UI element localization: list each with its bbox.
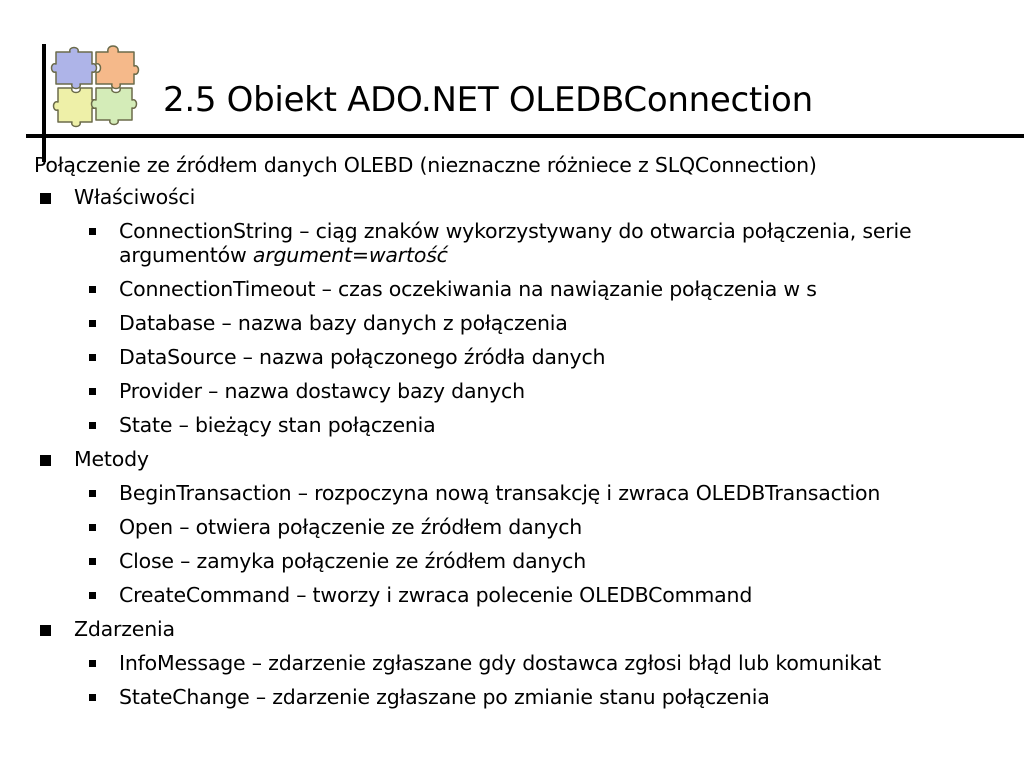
sub-bullet-text-italic: argument=wartość [252, 243, 448, 267]
sub-bullet-begintransaction [0, 479, 1024, 513]
section-bullet-events [0, 615, 1024, 649]
intro-text: Połączenie ze źródłem danych OLEBD (nieznaczne różniece z SLQConnection) [34, 153, 817, 177]
small-square-bullet-icon [89, 228, 96, 235]
sub-bullet-close [0, 547, 1024, 581]
puzzle-pieces-icon [50, 40, 140, 134]
small-square-bullet-icon [89, 388, 96, 395]
small-square-bullet-icon [89, 592, 96, 599]
small-square-bullet-icon [89, 286, 96, 293]
sub-bullet-datasource [0, 343, 1024, 377]
sub-bullet-infomessage [0, 649, 1024, 683]
sub-bullet-text-main: ConnectionString – ciąg znaków wykorzystywany do otwarcia połączenia, serie argumentów [119, 219, 912, 267]
sub-bullet-database [0, 309, 1024, 343]
square-bullet-icon [40, 455, 51, 466]
sub-bullet-provider [0, 377, 1024, 411]
sub-bullet-connectiontimeout [0, 275, 1024, 309]
sub-bullet-text: Close – zamyka połączenie ze źródłem danych [119, 549, 587, 573]
sub-bullet-text: DataSource – nazwa połączonego źródła danych [119, 345, 606, 369]
small-square-bullet-icon [89, 558, 96, 565]
section-label: Zdarzenia [74, 617, 175, 641]
title-rule-vertical [42, 44, 46, 162]
sub-bullet-text: ConnectionTimeout – czas oczekiwania na nawiązanie połączenia w s [119, 277, 817, 301]
sub-bullet-text: Open – otwiera połączenie ze źródłem danych [119, 515, 583, 539]
sub-bullet-text: InfoMessage – zdarzenie zgłaszane gdy dostawca zgłosi błąd lub komunikat [119, 651, 882, 675]
sub-bullet-text: CreateCommand – tworzy i zwraca polecenie OLEDBCommand [119, 583, 753, 607]
bullet-list [0, 183, 1024, 717]
sub-bullet-text: Database – nazwa bazy danych z połączenia [119, 311, 568, 335]
small-square-bullet-icon [89, 490, 96, 497]
small-square-bullet-icon [89, 320, 96, 327]
sub-bullet-createcommand [0, 581, 1024, 615]
slide-title: 2.5 Obiekt ADO.NET OLEDBConnection [163, 80, 813, 120]
sub-bullet-text: StateChange – zdarzenie zgłaszane po zmianie stanu połączenia [119, 685, 770, 709]
section-label: Metody [74, 447, 149, 471]
square-bullet-icon [40, 625, 51, 636]
section-bullet-methods [0, 445, 1024, 479]
sub-bullet-text [119, 217, 1019, 275]
sub-bullet-state [0, 411, 1024, 445]
small-square-bullet-icon [89, 524, 96, 531]
sub-bullet-open [0, 513, 1024, 547]
section-bullet-properties [0, 183, 1024, 217]
small-square-bullet-icon [89, 660, 96, 667]
square-bullet-icon [40, 193, 51, 204]
section-label: Właściwości [74, 185, 196, 209]
sub-bullet-text: Provider – nazwa dostawcy bazy danych [119, 379, 525, 403]
small-square-bullet-icon [89, 694, 96, 701]
sub-bullet-connectionstring [0, 217, 1024, 275]
sub-bullet-statechange [0, 683, 1024, 717]
small-square-bullet-icon [89, 354, 96, 361]
title-rule-horizontal [26, 134, 1024, 138]
small-square-bullet-icon [89, 422, 96, 429]
sub-bullet-text: State – bieżący stan połączenia [119, 413, 436, 437]
sub-bullet-text: BeginTransaction – rozpoczyna nową transakcję i zwraca OLEDBTransaction [119, 481, 881, 505]
